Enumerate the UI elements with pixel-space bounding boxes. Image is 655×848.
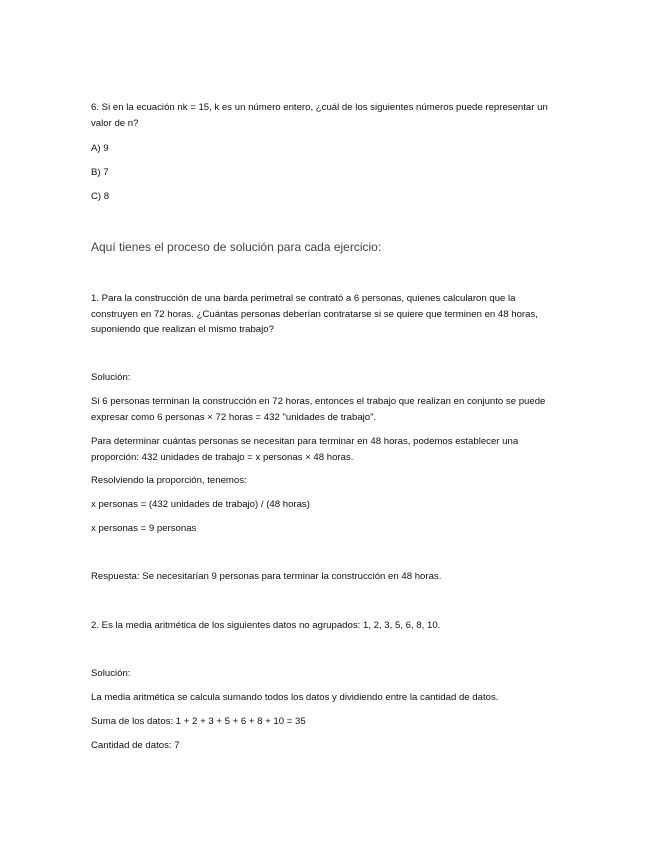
exercise-2-solution-label: Solución:	[91, 668, 131, 679]
exercise-2-question: 2. Es la media aritmética de los siguientes datos no agrupados: 1, 2, 3, 5, 6, 8, 10.	[91, 620, 441, 631]
exercise-1-line-1: Si 6 personas terminan la construcción en 72 horas, entonces el trabajo que realizan en conjunto se puede expresar como 6 personas × 72 horas = 432 "unidades de trabajo".	[91, 396, 546, 423]
exercise-1-answer: Respuesta: Se necesitarían 9 personas para terminar la construcción en 48 horas.	[91, 571, 442, 582]
exercise-2-line-2: Suma de los datos: 1 + 2 + 3 + 5 + 6 + 8 + 10 = 35	[91, 716, 306, 727]
question-6-option-a: A) 9	[91, 143, 109, 154]
exercise-1-line-3: Resolviendo la proporción, tenemos:	[91, 475, 247, 486]
exercise-1-line-4: x personas = (432 unidades de trabajo) / (48 horas)	[91, 499, 310, 510]
intro-heading: Aquí tienes el proceso de solución para cada ejercicio:	[91, 240, 382, 254]
question-6-option-b: B) 7	[91, 167, 109, 178]
exercise-2-line-1: La media aritmética se calcula sumando todos los datos y dividiendo entre la cantidad de datos.	[91, 692, 499, 703]
exercise-1-solution-label: Solución:	[91, 372, 131, 383]
exercise-1-line-5: x personas = 9 personas	[91, 523, 197, 534]
question-6-option-c: C) 8	[91, 191, 110, 202]
question-6-text: 6. Si en la ecuación nk = 15, k es un número entero, ¿cuál de los siguientes números puede representar un valor de n?	[91, 102, 548, 129]
exercise-2-line-3: Cantidad de datos: 7	[91, 740, 180, 751]
exercise-1-question: 1. Para la construcción de una barda perimetral se contrató a 6 personas, quienes calcularon que la construyen en 72 horas. ¿Cuántas personas deberían contratarse si se quiere que terminen en 48 horas, suponiendo que realizan el mismo trabajo?	[91, 293, 538, 335]
exercise-1-line-2: Para determinar cuántas personas se necesitan para terminar en 48 horas, podemos establecer una proporción: 432 unidades de trabajo = x personas × 48 horas.	[91, 436, 519, 463]
